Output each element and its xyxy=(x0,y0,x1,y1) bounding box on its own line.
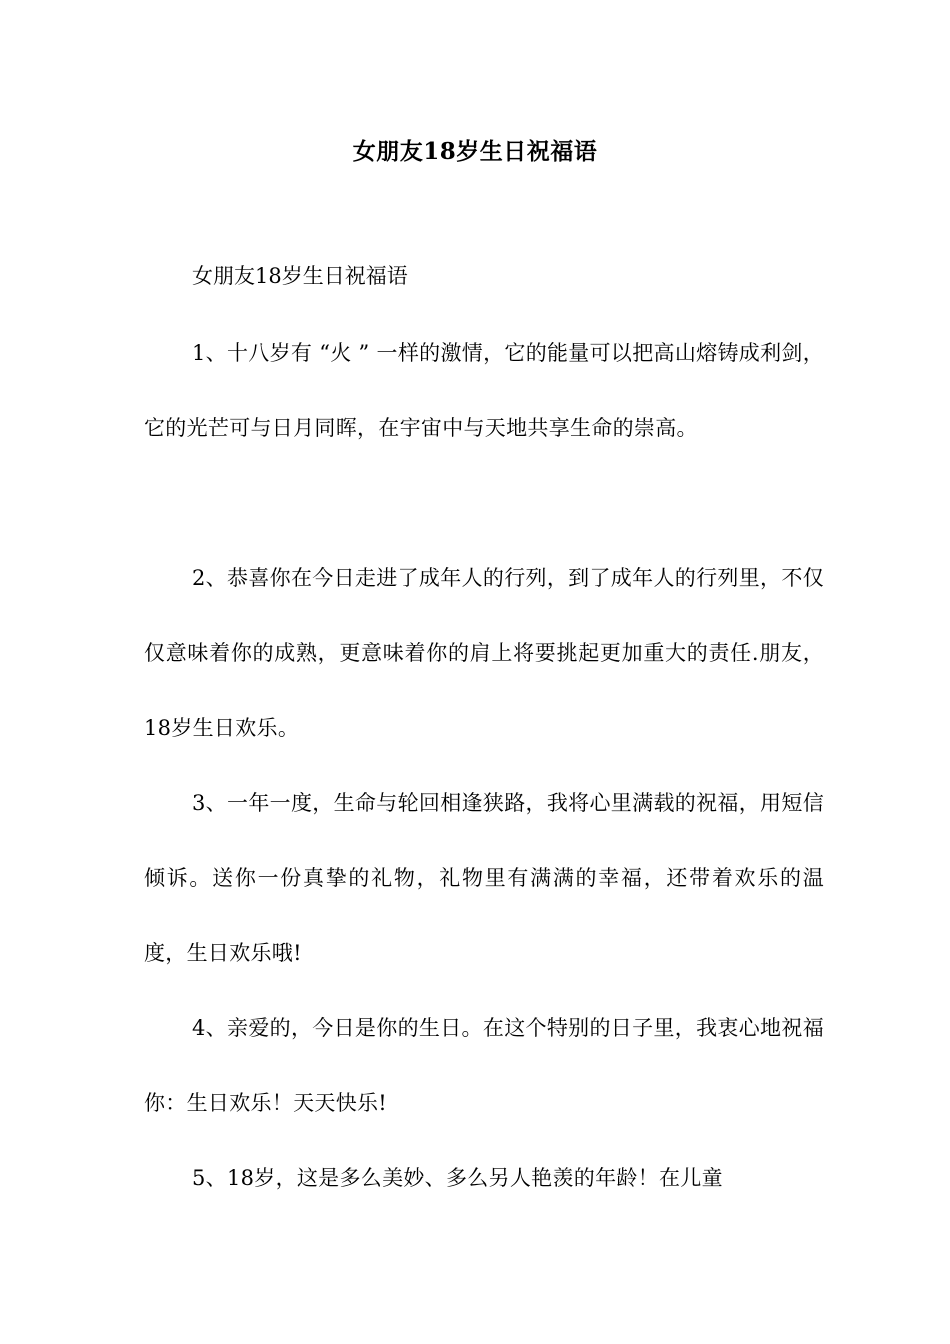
paragraph-1: 1、十八岁有 “火 ” 一样的激情，它的能量可以把高山熔铸成利剑，它的光芒可与日月同晖，在宇宙中与天地共享生命的崇高。 xyxy=(144,341,824,440)
paragraph-5: 5、18岁，这是多么美妙、多么另人艳羡的年龄！在儿童 xyxy=(192,1166,723,1190)
paragraph-2: 2、恭喜你在今日走进了成年人的行列，到了成年人的行列里，不仅仅意味着你的成熟，更意味着你的肩上将要挑起更加重大的责任.朋友，18岁生日欢乐。 xyxy=(144,566,824,740)
document-subtitle: 女朋友18岁生日祝福语 xyxy=(192,264,408,288)
paragraph-3: 3、一年一度，生命与轮回相逢狭路，我将心里满载的祝福，用短信倾诉。送你一份真挚的礼物，礼物里有满满的幸福，还带着欢乐的温度，生日欢乐哦! xyxy=(144,791,824,965)
paragraph-4: 4、亲爱的，今日是你的生日。在这个特别的日子里，我衷心地祝福你：生日欢乐！天天快乐! xyxy=(144,1016,824,1115)
document-title: 女朋友18岁生日祝福语 xyxy=(352,138,598,165)
